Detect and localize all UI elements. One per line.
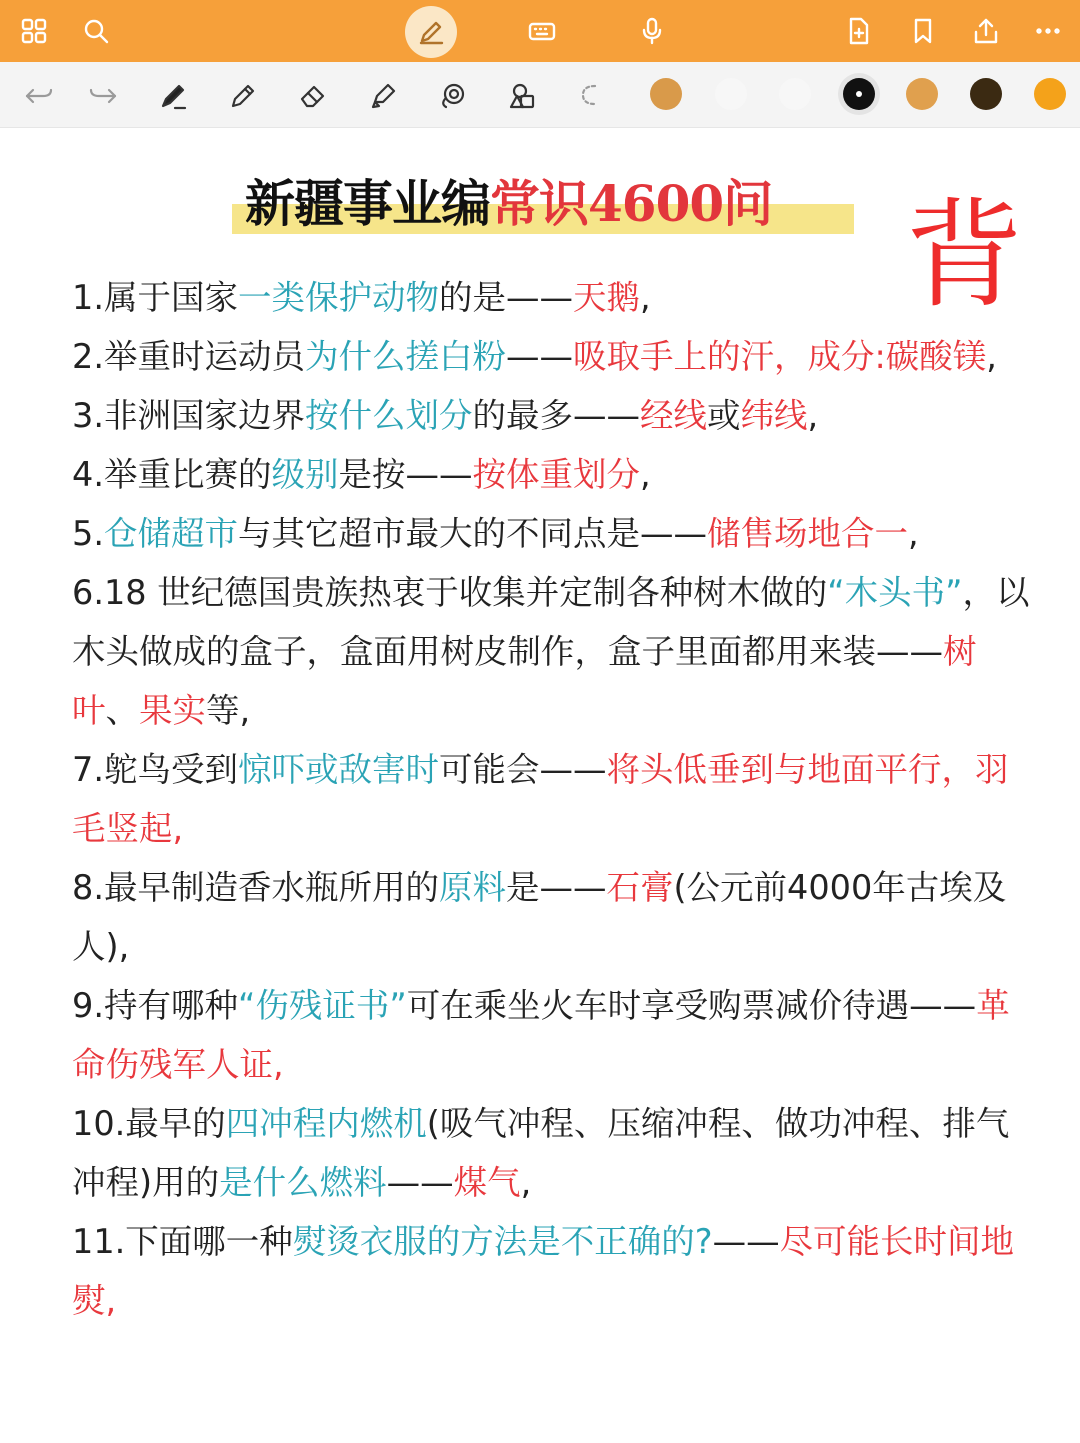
question-text: 10.最早的 (72, 1104, 226, 1143)
shapes-icon[interactable] (504, 77, 542, 115)
page-title (245, 172, 772, 236)
answer-text: 树叶 (72, 632, 977, 730)
keyword-text: 惊吓或敌害时 (237, 750, 439, 789)
answer-text: 纬线 (740, 396, 808, 435)
list-item (72, 1212, 1037, 1330)
keyword-text: “木头书” (827, 573, 963, 612)
share-icon[interactable] (966, 11, 1006, 51)
selected-dot-icon (856, 91, 862, 97)
color-swatch-orange[interactable] (906, 78, 938, 110)
list-item (72, 1094, 1037, 1212)
question-text: 4.举重比赛的 (72, 455, 272, 494)
question-text: 的最多—— (472, 396, 640, 435)
answer-text: 革命伤残军人证, (72, 986, 1010, 1084)
list-item (72, 858, 1037, 976)
question-list (72, 268, 1037, 1330)
question-text: 的是—— (438, 278, 573, 317)
color-swatch-white-2[interactable] (779, 78, 811, 110)
question-text: 2.举重时运动员 (72, 337, 305, 376)
question-text: 3.非洲国家边界 (72, 396, 305, 435)
answer-text: 天鹅 (572, 278, 640, 317)
keyword-text: 一类保护动物 (237, 278, 439, 317)
color-swatch-brown[interactable] (970, 78, 1002, 110)
answer-text: 经线 (639, 396, 707, 435)
eraser-icon[interactable] (294, 77, 332, 115)
search-icon[interactable] (76, 11, 116, 51)
redo-icon[interactable] (84, 77, 122, 115)
list-item (72, 504, 1037, 563)
question-text: , (639, 455, 651, 494)
answer-text: 吸取手上的汗，成分:碳酸镁 (572, 337, 987, 376)
question-text: —— (505, 337, 573, 376)
list-item (72, 268, 1037, 327)
top-toolbar (0, 0, 1080, 62)
title-red-part: 常识4600问 (490, 174, 773, 233)
question-text: ，以木头做成的盒子，盒面用树皮制作，盒子里面都用来装—— (72, 573, 1030, 671)
undo-icon[interactable] (20, 77, 58, 115)
color-swatch-black-selected[interactable] (843, 78, 875, 110)
question-text: 或 (706, 396, 741, 435)
question-text: 与其它超市最大的不同点是—— (237, 514, 707, 553)
question-text: (公元前4000年古埃及人), (72, 868, 1007, 966)
question-text: 8.最早制造香水瓶所用的 (72, 868, 439, 907)
question-text: 9.持有哪种 (72, 986, 238, 1025)
question-text: 7.鸵鸟受到 (72, 750, 238, 789)
answer-text: 按体重划分 (472, 455, 640, 494)
highlighter-icon[interactable] (364, 77, 402, 115)
question-text: 可能会—— (438, 750, 607, 789)
question-text: 、 (105, 691, 139, 730)
question-text: 11.下面哪一种 (72, 1222, 293, 1261)
question-text: , (807, 396, 819, 435)
question-text: 可在乘坐火车时享受购票减价待遇—— (406, 986, 977, 1025)
answer-text: 将头低垂到与地面平行，羽毛竖起, (72, 750, 1009, 848)
bookmark-icon[interactable] (903, 11, 943, 51)
pen-tool-icon[interactable] (154, 77, 192, 115)
question-text: (吸气冲程、压缩冲程、做功冲程、排气冲程)用的 (72, 1104, 1010, 1202)
answer-text: 储售场地合一 (706, 514, 908, 553)
keyword-text: 是什么燃料 (219, 1163, 387, 1202)
answer-text: 煤气 (453, 1163, 521, 1202)
question-text: , (639, 278, 651, 317)
keyword-text: 为什么搓白粉 (304, 337, 506, 376)
answer-text: 果实 (139, 691, 206, 730)
color-swatch-white[interactable] (715, 78, 747, 110)
keyword-text: 级别 (271, 455, 339, 494)
grid-icon[interactable] (14, 11, 54, 51)
question-text: 1.属于国家 (72, 278, 238, 317)
keyword-text: 熨烫衣服的方法是不正确的? (292, 1222, 713, 1261)
keyword-text: 仓储超市 (103, 514, 238, 553)
microphone-icon[interactable] (632, 11, 672, 51)
list-item (72, 976, 1037, 1094)
question-text: 等, (206, 691, 251, 730)
pencil-icon[interactable] (224, 77, 262, 115)
title-dark-part: 新疆事业编 (245, 174, 490, 233)
keyboard-icon[interactable] (522, 11, 562, 51)
keyword-text: “伤残证书” (237, 986, 407, 1025)
question-text: 6.18 世纪德国贵族热衷于收集并定制各种树木做的 (72, 573, 828, 612)
stamp-character: 背 (905, 186, 1024, 324)
keyword-text: 原料 (438, 868, 506, 907)
keyword-text: 按什么划分 (304, 396, 473, 435)
color-swatch-amber[interactable] (650, 78, 682, 110)
lasso-icon[interactable] (434, 77, 472, 115)
question-text: —— (712, 1222, 780, 1261)
keyword-text: 四冲程内燃机 (225, 1104, 427, 1143)
question-text: —— (386, 1163, 454, 1202)
list-item (72, 740, 1037, 858)
question-text: 是—— (505, 868, 607, 907)
list-item (72, 386, 1037, 445)
question-text: , (520, 1163, 532, 1202)
question-text: , (907, 514, 919, 553)
more-icon[interactable] (1028, 11, 1068, 51)
lasso-select-icon[interactable] (572, 77, 610, 115)
question-text: 是按—— (338, 455, 473, 494)
list-item (72, 563, 1037, 740)
question-text: 5. (72, 514, 104, 553)
answer-text: 石膏 (606, 868, 674, 907)
question-text: , (986, 337, 997, 376)
add-page-icon[interactable] (838, 11, 878, 51)
list-item (72, 445, 1037, 504)
list-item (72, 327, 1037, 386)
pen-icon[interactable] (405, 6, 457, 58)
answer-text: 尽可能长时间地熨, (72, 1222, 1015, 1320)
color-swatch-gold[interactable] (1034, 78, 1066, 110)
